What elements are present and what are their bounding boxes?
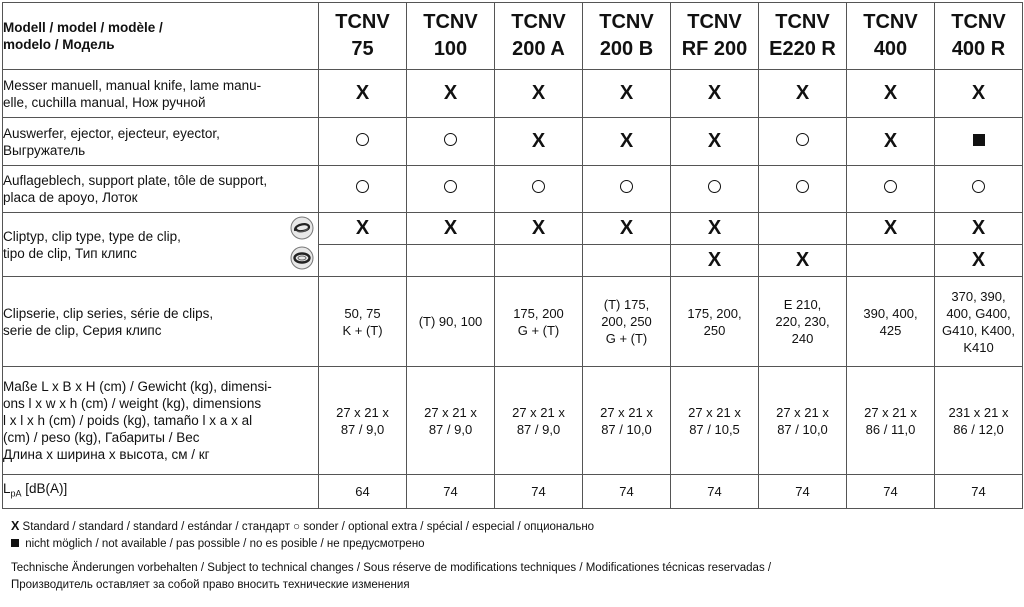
cliptype-a-mark (407, 213, 495, 245)
knife-mark (495, 70, 583, 118)
standard-mark: X (883, 82, 898, 104)
standard-mark: X (443, 82, 458, 104)
ejector-mark (319, 118, 407, 166)
optional-circle-icon (884, 180, 897, 193)
model-label-line2: modelo / Модель (3, 37, 115, 52)
model-header-4: TCNV RF 200 (671, 3, 759, 70)
ejector-mark (935, 118, 1023, 166)
standard-mark: X (619, 82, 634, 104)
disclaimer-line-2: Производитель оставляет за собой право вносить технические изменения (11, 579, 410, 591)
knife-mark (935, 70, 1023, 118)
clip-loop-icon (290, 216, 314, 240)
ejector-mark (495, 118, 583, 166)
ejector-mark (759, 118, 847, 166)
knife-mark (583, 70, 671, 118)
dimensions-value: 27 x 21 x 87 / 10,5 (671, 367, 759, 475)
series-value: (T) 175, 200, 250 G + (T) (583, 277, 671, 367)
plate-mark (759, 166, 847, 213)
noise-row (3, 475, 1023, 509)
series-value: 175, 200 G + (T) (495, 277, 583, 367)
knife-row (3, 70, 1023, 118)
model-header-3: TCNV 200 B (583, 3, 671, 70)
optional-circle-icon (708, 180, 721, 193)
optional-circle-icon (444, 180, 457, 193)
cliptype-label: Cliptyp, clip type, type de clip, tipo de clip, Тип клипс (3, 213, 319, 277)
series-value: (T) 90, 100 (407, 277, 495, 367)
cliptype-b-mark (847, 245, 935, 277)
ejector-mark (407, 118, 495, 166)
model-header-5: TCNV E220 R (759, 3, 847, 70)
dimensions-value: 27 x 21 x 87 / 9,0 (407, 367, 495, 475)
series-value: 390, 400, 425 (847, 277, 935, 367)
cliptype-b-mark (407, 245, 495, 277)
noise-label: $L_{pA}$ [dB(A)] (3, 475, 319, 509)
model-label-cell (3, 3, 319, 70)
series-value: 50, 75 K + (T) (319, 277, 407, 367)
dimensions-value: 27 x 21 x 87 / 9,0 (319, 367, 407, 475)
model-header-6: TCNV 400 (847, 3, 935, 70)
model-label-line1: Modell / model / modèle / (3, 20, 163, 35)
clip-ring-icon (290, 246, 314, 270)
noise-value: 74 (495, 475, 583, 509)
square-symbol-icon (11, 539, 19, 547)
cliptype-b-mark (671, 245, 759, 277)
standard-mark: X (707, 82, 722, 104)
dimensions-value: 27 x 21 x 87 / 10,0 (583, 367, 671, 475)
plate-mark (935, 166, 1023, 213)
model-header-0: TCNV 75 (319, 3, 407, 70)
cliptype-a-mark (759, 213, 847, 245)
standard-mark: X (795, 82, 810, 104)
header-row (3, 3, 1023, 70)
optional-circle-icon (532, 180, 545, 193)
cliptype-b-mark (319, 245, 407, 277)
cliptype-b-mark (583, 245, 671, 277)
plate-mark (583, 166, 671, 213)
plate-mark (319, 166, 407, 213)
cliptype-b-mark (935, 245, 1023, 277)
cliptype-a-mark (495, 213, 583, 245)
plate-label: Auflageblech, support plate, tôle de support, placa de apoyo, Лоток (3, 166, 319, 213)
series-value: E 210, 220, 230, 240 (759, 277, 847, 367)
legend-notes (11, 518, 1016, 594)
series-label: Clipserie, clip series, série de clips, serie de clip, Серия клипс (3, 277, 319, 367)
optional-circle-icon (356, 133, 369, 146)
noise-value: 64 (319, 475, 407, 509)
noise-value: 74 (671, 475, 759, 509)
dimensions-value: 27 x 21 x 87 / 10,0 (759, 367, 847, 475)
cliptype-row-a (3, 213, 1023, 245)
standard-mark: X (707, 249, 722, 271)
dimensions-value: 231 x 21 x 86 / 12,0 (935, 367, 1023, 475)
standard-mark: X (443, 217, 458, 239)
cliptype-a-mark (935, 213, 1023, 245)
ejector-mark (847, 118, 935, 166)
optional-circle-icon (444, 133, 457, 146)
cliptype-a-mark (671, 213, 759, 245)
legend-line-2: nicht möglich / not available / pas possible / no es posible / не предусмотрено (11, 536, 1016, 553)
dimensions-row (3, 367, 1023, 475)
noise-value: 74 (759, 475, 847, 509)
noise-value: 74 (583, 475, 671, 509)
standard-mark: X (531, 82, 546, 104)
circle-symbol: ○ (293, 521, 301, 533)
ejector-row (3, 118, 1023, 166)
ejector-label: Auswerfer, ejector, ejecteur, eyector, Выгружатель (3, 118, 319, 166)
disclaimer-line-1: Technische Änderungen vorbehalten / Subject to technical changes / Sous réserve de modifications techniques / Modificationes técnicas reservadas / (11, 562, 772, 574)
legend-line-1: X Standard / standard / standard / estándar / стандарт ○ sonder / optional extra / spécial / especial / опционально (11, 519, 595, 533)
standard-mark: X (531, 217, 546, 239)
model-header-1: TCNV 100 (407, 3, 495, 70)
standard-mark: X (971, 249, 986, 271)
standard-mark: X (355, 82, 370, 104)
knife-label: Messer manuell, manual knife, lame manu- elle, cuchilla manual, Нож ручной (3, 70, 319, 118)
knife-mark (759, 70, 847, 118)
series-row (3, 277, 1023, 367)
plate-mark (495, 166, 583, 213)
standard-mark: X (619, 130, 634, 152)
dimensions-label: Maße L x B x H (cm) / Gewicht (kg), dimensi- ons l x w x h (cm) / weight (kg), dimensions l x l x h (cm) / poids (kg), tamaño l x a x al (cm) / peso (kg), Габариты / Вес Длина х ширина х высота, см / кг (3, 367, 319, 475)
optional-circle-icon (796, 180, 809, 193)
standard-mark: X (355, 217, 370, 239)
model-header-2: TCNV 200 A (495, 3, 583, 70)
knife-mark (847, 70, 935, 118)
plate-mark (671, 166, 759, 213)
noise-value: 74 (935, 475, 1023, 509)
dimensions-value: 27 x 21 x 87 / 9,0 (495, 367, 583, 475)
optional-circle-icon (356, 180, 369, 193)
noise-value: 74 (407, 475, 495, 509)
ejector-mark (671, 118, 759, 166)
optional-circle-icon (620, 180, 633, 193)
x-symbol: X (11, 519, 20, 533)
ejector-mark (583, 118, 671, 166)
standard-mark: X (619, 217, 634, 239)
plate-mark (407, 166, 495, 213)
noise-value: 74 (847, 475, 935, 509)
series-value: 370, 390, 400, G400, G410, K400, K410 (935, 277, 1023, 367)
standard-mark: X (971, 82, 986, 104)
plate-row (3, 166, 1023, 213)
cliptype-a-mark (583, 213, 671, 245)
standard-mark: X (707, 217, 722, 239)
knife-mark (407, 70, 495, 118)
dimensions-value: 27 x 21 x 86 / 11,0 (847, 367, 935, 475)
knife-mark (319, 70, 407, 118)
standard-mark: X (795, 249, 810, 271)
standard-mark: X (707, 130, 722, 152)
optional-circle-icon (796, 133, 809, 146)
plate-mark (847, 166, 935, 213)
not-available-square-icon (973, 134, 985, 146)
standard-mark: X (971, 217, 986, 239)
standard-mark: X (531, 130, 546, 152)
standard-mark: X (883, 130, 898, 152)
cliptype-a-mark (319, 213, 407, 245)
optional-circle-icon (972, 180, 985, 193)
cliptype-a-mark (847, 213, 935, 245)
cliptype-b-mark (495, 245, 583, 277)
standard-mark: X (883, 217, 898, 239)
knife-mark (671, 70, 759, 118)
series-value: 175, 200, 250 (671, 277, 759, 367)
spec-table (2, 2, 1023, 509)
model-header-7: TCNV 400 R (935, 3, 1023, 70)
cliptype-b-mark (759, 245, 847, 277)
